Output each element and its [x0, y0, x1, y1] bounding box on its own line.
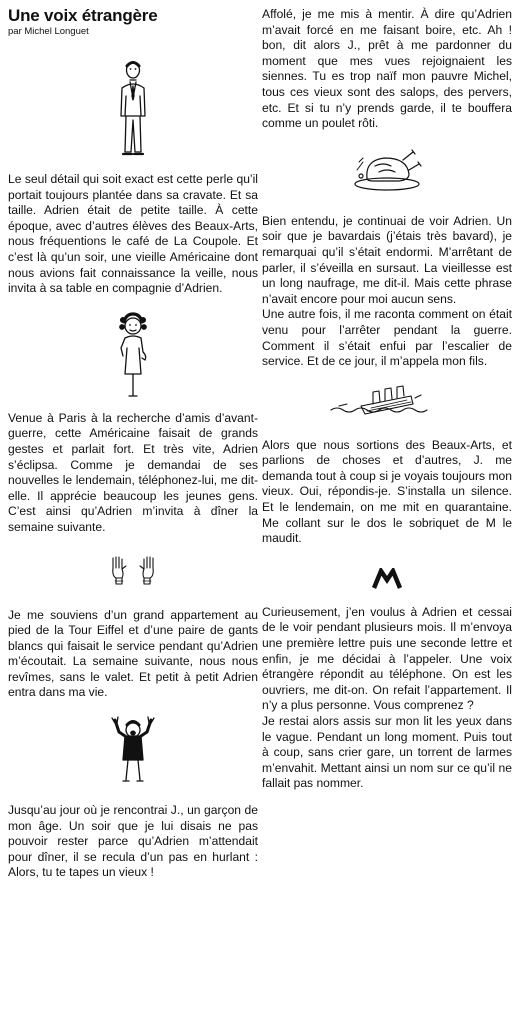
shouting-man-icon	[8, 713, 258, 785]
white-gloves-icon	[8, 552, 258, 588]
paragraph-10: Je restai alors assis sur mon lit les yeux dans le vague. Pendant un long moment. Puis tout à coup, sans crier gare, un torrent de larmes m’envahit. Mettant ainsi un nom sur ce qu’il ne fallait pas nommer.	[262, 714, 512, 791]
paragraph-5: Affolé, je me mis à mentir. À dire qu’Adrien m’avait forcé en me faisant boire, etc. Ah ! bon, dit alors J., prêt à me pardonner du moment que mes vues rejoignaient les siennes. Tu es trop naïf mon pauvre Michel, tous ces vieux sont des salops, des pervers, etc. Et si tu n’y prends garde, il te bouffera comme un poulet rôti.	[262, 7, 512, 131]
paragraph-6: Bien entendu, je continuai de voir Adrien. Un soir que je bavardais (j’étais très bavard), je remarquai qu’il s’était endormi. M’arrêtant de parler, il s’éveilla en sursaut. La vieillesse est un long naufrage, me dit-il. Mais cette phrase n’avait encore pour moi aucun sens.	[262, 213, 512, 306]
man-in-suit-icon	[8, 56, 258, 160]
roast-chicken-icon	[262, 146, 512, 196]
paragraph-8: Alors que nous sortions des Beaux-Arts, et parlions de choses et d’autres, J. me demanda tout à coup si je voyais toujours mon vieux. Oui, répondis-je. S’installa un silence. Et le lendemain, on me mit en quarantaine. Me collant sur le dos le sobriquet de M le maudit.	[262, 437, 512, 546]
paragraph-9: Curieusement, j’en voulus à Adrien et cessai de le voir pendant plusieurs mois. Il m’envoya une première lettre puis une seconde lettre et enfin, je me décidai à l’appeler. Une voix étrangère répondit au téléphone. On est les ouvriers, me dit-on. On refait l’appartement. Il n’y a plus personne. Vous comprenez ?	[262, 604, 512, 713]
old-woman-icon	[8, 311, 258, 401]
article-byline: par Michel Longuet	[8, 26, 89, 37]
paragraph-7: Une autre fois, il me raconta comment on était venu pour l’arrêter pendant la guerre. Comment il s’était enfui par l’escalier de service. Et de ce jour, il m’appela mon fils.	[262, 307, 512, 369]
letter-m-icon	[262, 565, 512, 593]
left-column	[8, 0, 258, 881]
paragraph-1: Le seul détail qui soit exact est cette perle qu’il portait toujours plantée dans sa cravate. Et sa taille. Adrien était de petite taille. À cette époque, avec d’autres élèves des Beaux-Arts, nous fréquentions le café de La Coupole. Et c’est là qu’un soir, une vieille Américaine dont nous avions fait connaissance la veille, nous invita à sa table en compagnie d’Adrien.	[8, 172, 258, 296]
paragraph-2: Venue à Paris à la recherche d’amis d’avant-guerre, cette Américaine faisait de grands gestes et parlait fort. Et très vite, Adrien s’éclipsa. Comme je demandai de ses nouvelles le lendemain, téléphonez-lui, me dit-elle. Il apprécie beaucoup les jeunes gens. C’est ainsi qu’Adrien m’invita à dîner la semaine suivante.	[8, 410, 258, 534]
right-column	[262, 0, 512, 792]
paragraph-4: Jusqu’au jour où je rencontrai J., un garçon de mon âge. Un soir que je lui disais ne pas pouvoir rester parce qu’Adrien m’attendait pour dîner, il se recula d’un pas en hurlant : Alors, tu te tapes un vieux !	[8, 803, 258, 880]
paragraph-3: Je me souviens d’un grand appartement au pied de la Tour Eiffel et d’une paire de gants blancs qui faisait le service pendant qu’Adrien m’écoutait. La semaine suivante, nous nous revîmes, sans le valet. Et petit à petit Adrien entra dans ma vie.	[8, 607, 258, 700]
sinking-ship-icon	[262, 382, 512, 422]
article-title: Une voix étrangère	[8, 6, 158, 25]
